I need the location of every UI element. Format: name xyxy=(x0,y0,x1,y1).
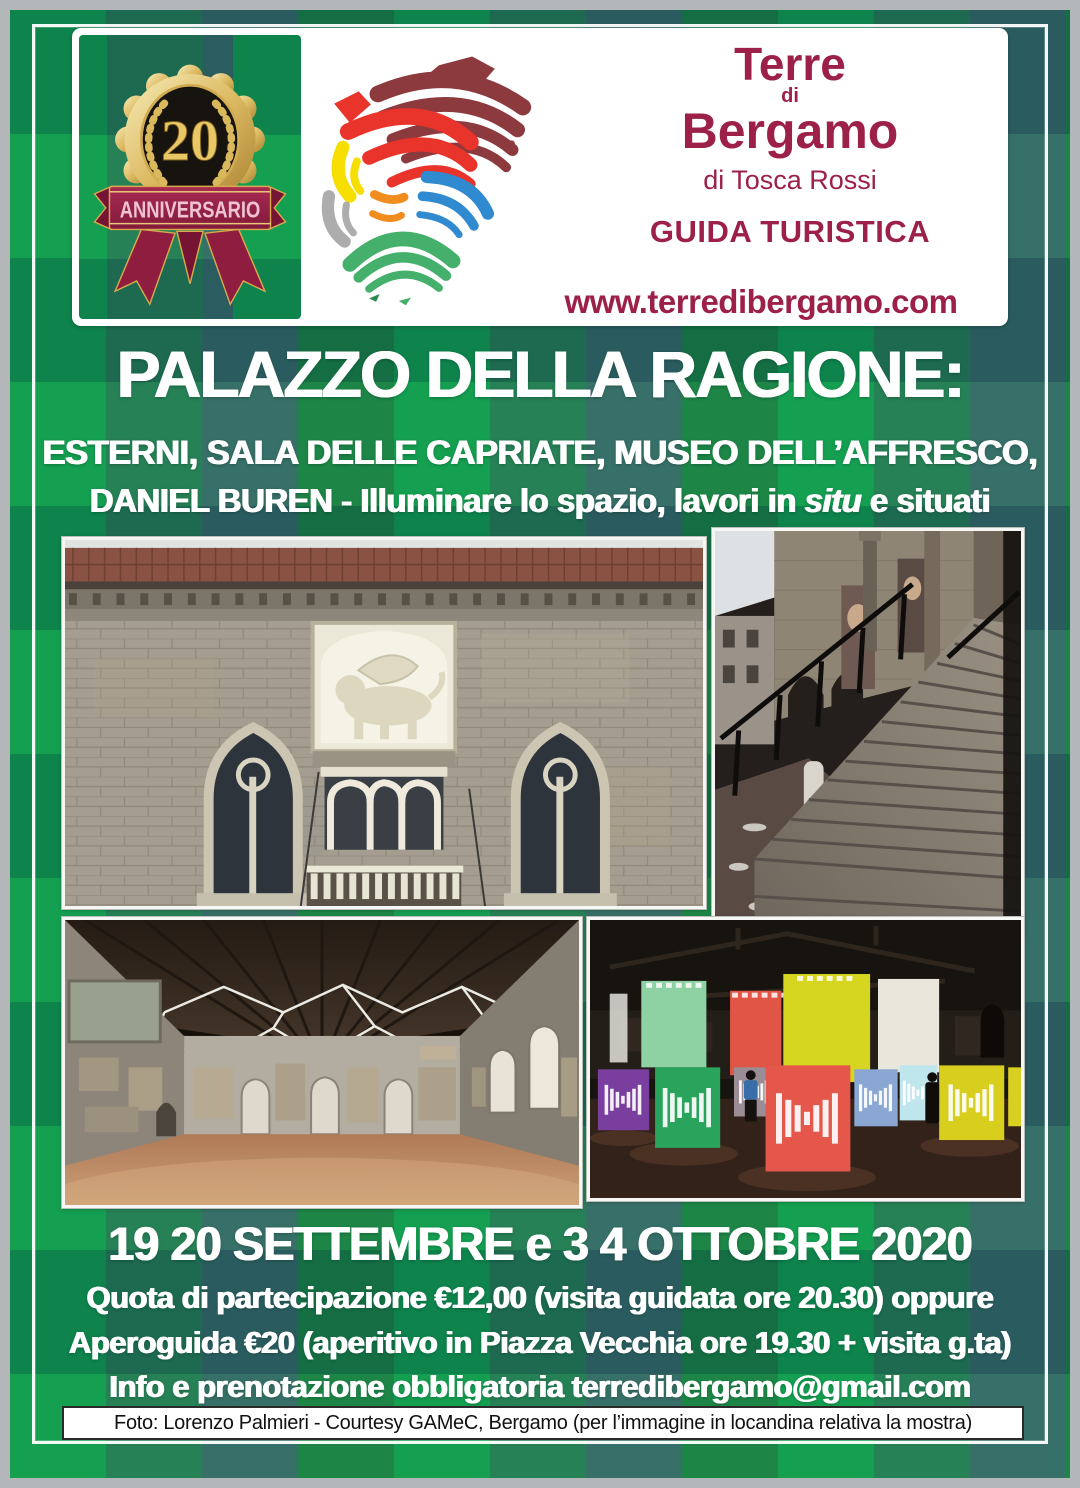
dates-line: 19 20 SETTEMBRE e 3 4 OTTOBRE 2020 xyxy=(108,1217,972,1270)
subtitle-line2-italic: situ xyxy=(804,482,862,519)
header xyxy=(72,28,1008,326)
brand-name-bergamo: Bergamo xyxy=(681,103,899,160)
subtitle-line2-post: e situati xyxy=(861,482,991,519)
subtitle-line2 xyxy=(10,482,1070,520)
photo-buren-installation xyxy=(587,917,1024,1201)
page-title: PALAZZO DELLA RAGIONE: xyxy=(116,337,964,411)
brand-owner: di Tosca Rossi xyxy=(703,164,877,195)
subtitle-line2-pre: DANIEL BUREN - Illuminare lo spazio, lavori in xyxy=(89,482,805,519)
anniversary-badge xyxy=(79,35,301,319)
photo-staircase xyxy=(712,528,1024,936)
plaid-background xyxy=(10,10,1070,1478)
website-url: www.terredibergamo.com xyxy=(564,283,958,320)
brand-name-terre: Terre xyxy=(734,38,846,90)
photo-credit: Foto: Lorenzo Palmieri - Courtesy GAMeC, Bergamo (per l’immagine in locandina relativa la mostra) xyxy=(62,1406,1024,1440)
contact-line: Info e prenotazione obbligatoria terredibergamo@gmail.com xyxy=(109,1369,971,1404)
subtitle-line1: ESTERNI, SALA DELLE CAPRIATE, MUSEO DELL’AFFRESCO, xyxy=(42,434,1038,472)
terre-di-bergamo-logo-icon xyxy=(308,34,570,320)
brand-name-di: di xyxy=(781,85,799,108)
photo-hall-interior xyxy=(62,917,582,1208)
badge-label-text: ANNIVERSARIO xyxy=(119,196,261,223)
brand-role: GUIDA TURISTICA xyxy=(649,214,931,250)
price-line-1: Quota di partecipazione €12,00 (visita guidata ore 20.30) oppure xyxy=(86,1280,994,1315)
brand-block xyxy=(580,40,1000,249)
price-line-2: Aperoguida €20 (aperitivo in Piazza Vecchia ore 19.30 + visita g.ta) xyxy=(68,1325,1012,1360)
svg-text:20: 20 xyxy=(160,108,220,174)
anniversary-badge-icon xyxy=(87,39,293,315)
photo-facade xyxy=(62,537,706,909)
